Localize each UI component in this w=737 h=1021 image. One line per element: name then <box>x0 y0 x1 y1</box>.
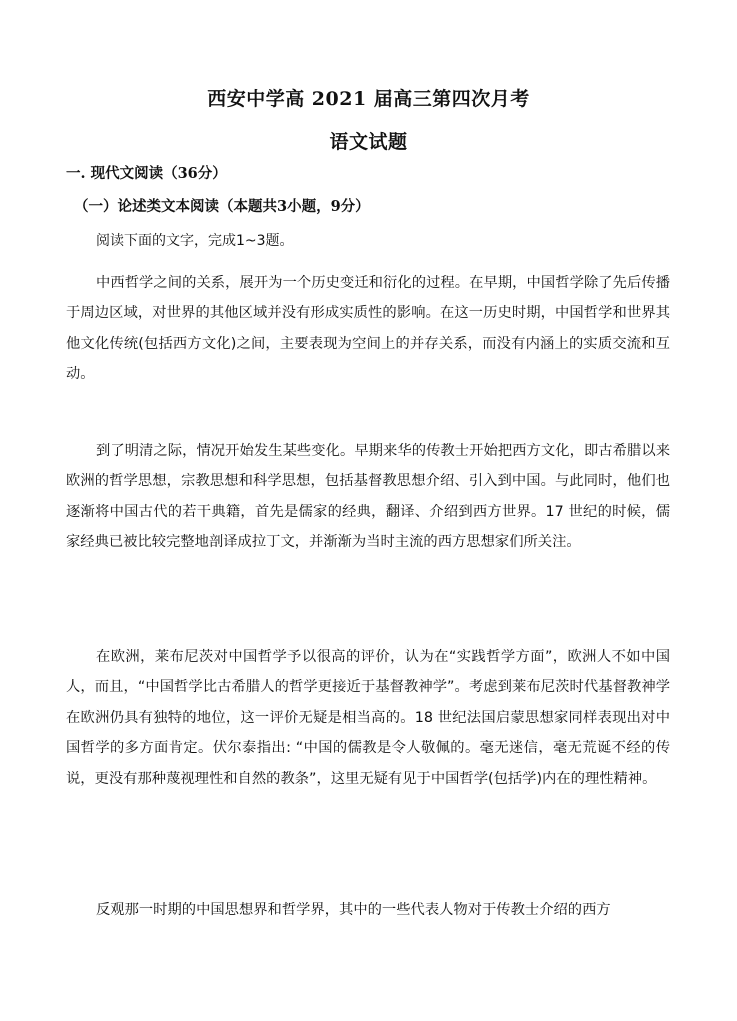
paragraph-2: 到了明清之际，情况开始发生某些变化。早期来华的传教士开始把西方文化，即古希腊以来欧洲的哲学思想，宗教思想和科学思想，包括基督教思想介绍、引入到中国。与此同时，他们也逐渐将中国古代的若干典籍，首先是儒家的经典，翻译、介绍到西方世界。17 世纪的时候，儒家经典已被比较完整地剖译成拉丁文，并渐渐为当时主流的西方思想家们所关注。 <box>66 443 670 551</box>
subsection-heading: （一）论述类文本阅读（本题共3小题，9分） <box>74 198 370 215</box>
section-heading: 一. 现代文阅读（36分） <box>66 165 227 182</box>
reading-instruction: 阅读下面的文字，完成1~3题。 <box>96 233 294 249</box>
paragraph-4: 反观那一时期的中国思想界和哲学界，其中的一些代表人物对于传教士介绍的西方 <box>96 902 611 918</box>
paragraph-3: 在欧洲，莱布尼茨对中国哲学予以很高的评价，认为在“实践哲学方面”，欧洲人不如中国人，而且，“中国哲学比古希腊人的哲学更接近于基督教神学”。考虑到莱布尼茨时代基督教神学在欧洲仍具有独特的地位，这一评价无疑是相当高的。18 世纪法国启蒙思想家同样表现出对中国哲学的多方面肯定。伏尔泰指出: “中国的儒教是令人敬佩的。毫无迷信，毫无荒诞不经的传说，更没有那种蔑视理性和自然的教条”，这里无疑有见于中国哲学(包括学)内在的理性精神。 <box>66 649 670 787</box>
exam-subtitle: 语文试题 <box>329 131 408 153</box>
paragraph-1: 中西哲学之间的关系，展开为一个历史变迁和衍化的过程。在早期，中国哲学除了先后传播于周边区域，对世界的其他区域并没有形成实质性的影响。在这一历史时期，中国哲学和世界其他文化传统(包括西方文化)之间，主要表现为空间上的并存关系，而没有内涵上的实质交流和互动。 <box>66 275 670 383</box>
exam-title: 西安中学高 2021 届高三第四次月考 <box>207 88 530 110</box>
